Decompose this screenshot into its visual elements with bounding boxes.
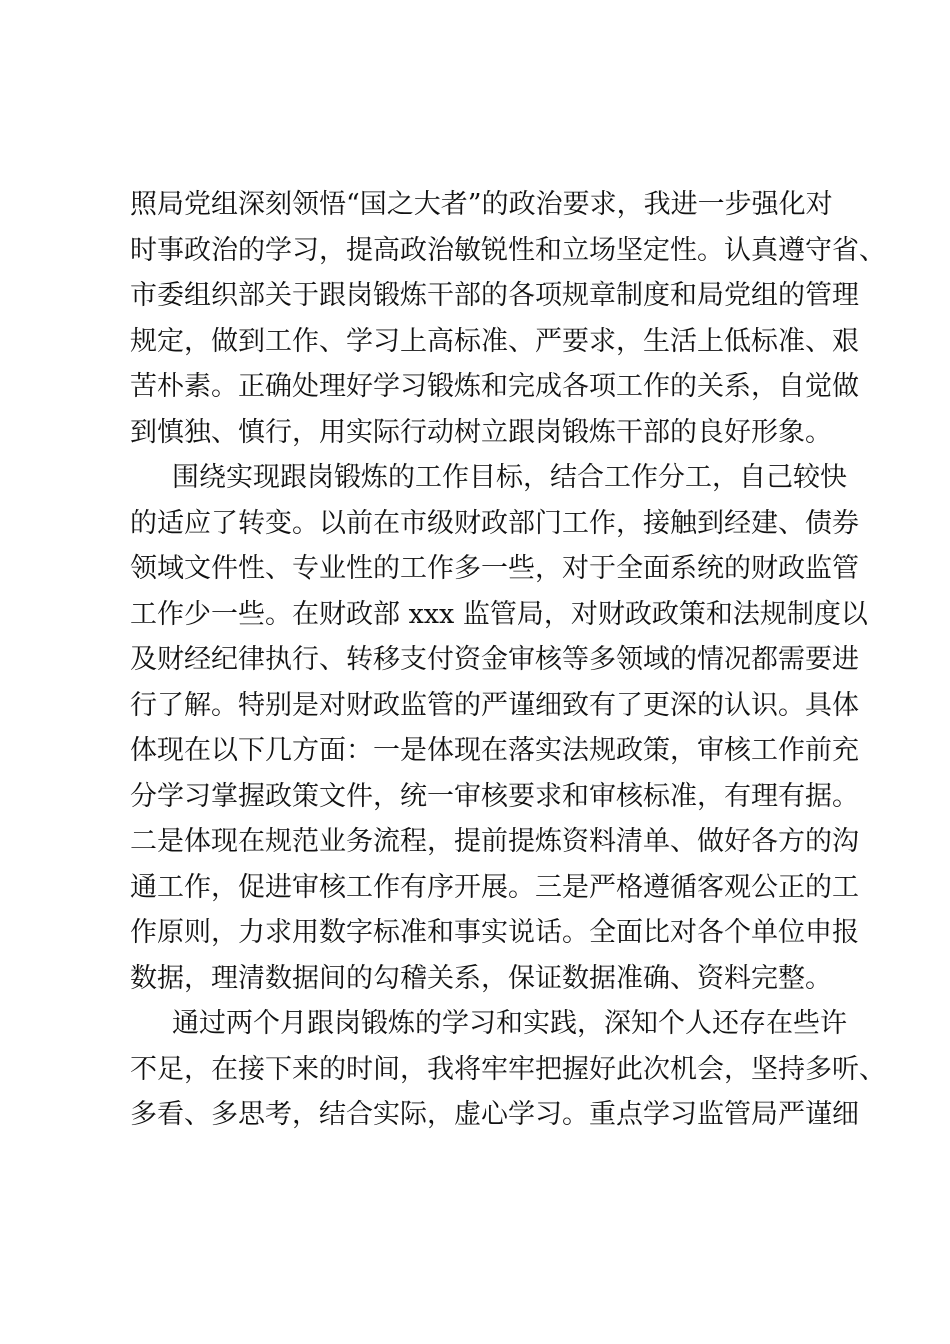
text-line: 体现在以下几方面：一是体现在落实法规政策，审核工作前充 — [130, 735, 859, 766]
text-line: 数据，理清数据间的勾稽关系，保证数据准确、资料完整。 — [130, 962, 832, 994]
text-line: 不足，在接下来的时间，我将牢牢把握好此次机会，坚持多听、 — [130, 1053, 886, 1085]
text-line: 市委组织部关于跟岗锻炼干部的各项规章制度和局党组的管理 — [130, 280, 859, 311]
text-line: 工作少一些。在财政部 xxx 监管局，对财政政策和法规制度以 — [130, 598, 868, 630]
text-line: 到慎独、慎行，用实际行动树立跟岗锻炼干部的良好形象。 — [130, 416, 832, 448]
document-body — [130, 182, 886, 1138]
text-line: 围绕实现跟岗锻炼的工作目标，结合工作分工，自己较快 — [172, 462, 847, 493]
text-line: 通工作，促进审核工作有序开展。三是严格遵循客观公正的工 — [130, 871, 859, 903]
text-line: 多看、多思考，结合实际，虚心学习。重点学习监管局严谨细 — [130, 1099, 859, 1130]
text-line: 时事政治的学习，提高政治敏锐性和立场坚定性。认真遵守省、 — [130, 234, 886, 266]
paragraph-3 — [130, 1001, 886, 1138]
text-line: 作原则，力求用数字标准和事实说话。全面比对各个单位申报 — [130, 917, 859, 948]
text-line: 分学习掌握政策文件，统一审核要求和审核标准，有理有据。 — [130, 780, 859, 812]
paragraph-2 — [130, 455, 868, 1001]
paragraph-1 — [130, 182, 886, 455]
text-line: 照局党组深刻领悟“国之大者”的政治要求，我进一步强化对 — [130, 189, 833, 220]
text-line: 苦朴素。正确处理好学习锻炼和完成各项工作的关系，自觉做 — [130, 371, 859, 402]
text-line: 规定，做到工作、学习上高标准、严要求，生活上低标准、艰 — [130, 325, 859, 357]
text-line: 领域文件性、专业性的工作多一些，对于全面系统的财政监管 — [130, 553, 859, 584]
text-line: 行了解。特别是对财政监管的严谨细致有了更深的认识。具体 — [130, 689, 859, 721]
text-line: 的适应了转变。以前在市级财政部门工作，接触到经建、债券 — [130, 507, 859, 539]
text-line: 二是体现在规范业务流程，提前提炼资料清单、做好各方的沟 — [130, 826, 859, 857]
text-line: 通过两个月跟岗锻炼的学习和实践，深知个人还存在些许 — [172, 1008, 847, 1039]
text-line: 及财经纪律执行、转移支付资金审核等多领域的情况都需要进 — [130, 644, 859, 675]
